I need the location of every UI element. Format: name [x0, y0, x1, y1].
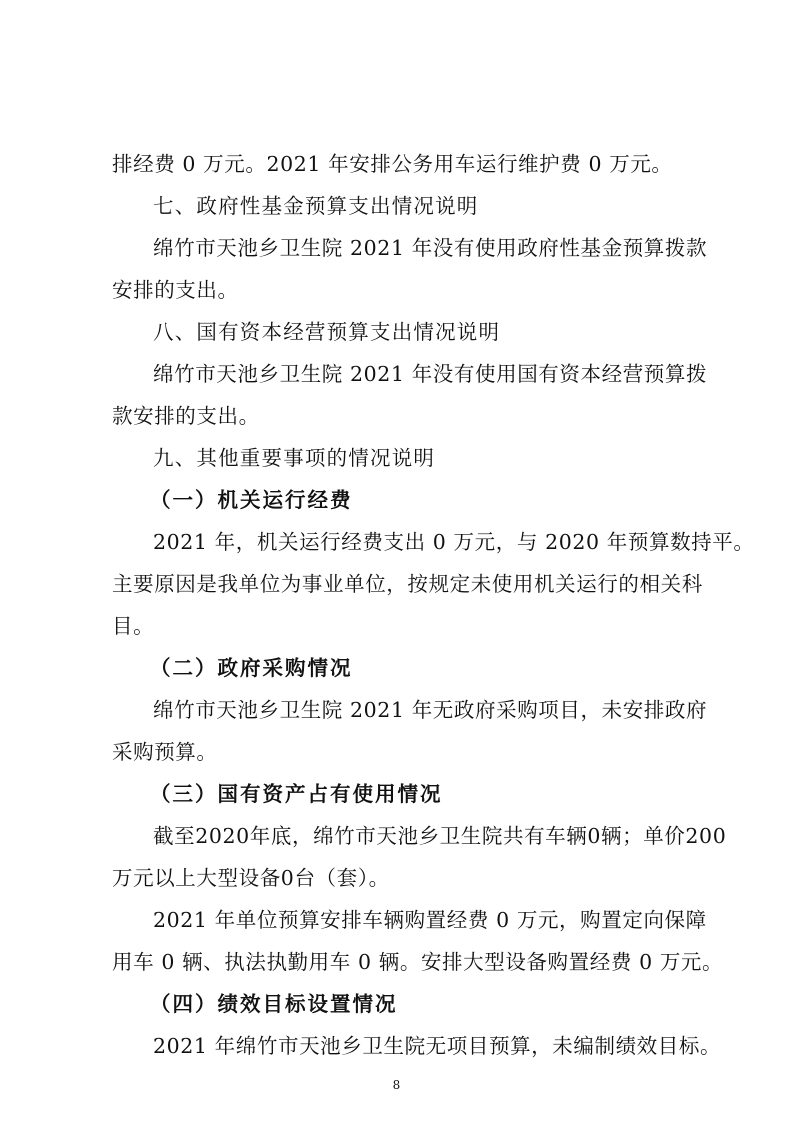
section-heading-9: 九、其他重要事项的情况说明	[153, 446, 436, 470]
paragraph-line: 绵竹市天池乡卫生院 2021 年无政府采购项目，未安排政府	[153, 698, 708, 722]
section-heading-7: 七、政府性基金预算支出情况说明	[153, 194, 479, 218]
subsection-heading-1: （一）机关运行经费	[150, 488, 353, 512]
subsection-heading-2: （二）政府采购情况	[150, 656, 353, 680]
paragraph-line: 款安排的支出。	[112, 404, 260, 428]
paragraph-line: 绵竹市天池乡卫生院 2021 年没有使用政府性基金预算拨款	[153, 236, 708, 260]
paragraph-line: 目。	[112, 614, 155, 638]
page-number: 8	[392, 1078, 401, 1092]
paragraph-line: 2021 年单位预算安排车辆购置经费 0 万元，购置定向保障	[153, 908, 707, 932]
subsection-heading-4: （四）绩效目标设置情况	[150, 992, 398, 1016]
paragraph-line: 截至2020年底，绵竹市天池乡卫生院共有车辆0辆；单价200	[153, 824, 727, 848]
section-heading-8: 八、国有资本经营预算支出情况说明	[153, 320, 501, 344]
paragraph-line: 用车 0 辆、执法执勤用车 0 辆。安排大型设备购置经费 0 万元。	[112, 950, 724, 974]
paragraph-line: 主要原因是我单位为事业单位，按规定未使用机关运行的相关科	[112, 572, 703, 596]
paragraph-line: 2021 年，机关运行经费支出 0 万元，与 2020 年预算数持平。	[153, 530, 755, 554]
paragraph-line: 安排的支出。	[112, 278, 239, 302]
paragraph-line: 万元以上大型设备0台（套）。	[112, 866, 390, 890]
paragraph-line: 采购预算。	[112, 740, 218, 764]
paragraph-line: 绵竹市天池乡卫生院 2021 年没有使用国有资本经营预算拨	[153, 362, 708, 386]
paragraph-line: 2021 年绵竹市天池乡卫生院无项目预算，未编制绩效目标。	[153, 1034, 722, 1058]
subsection-heading-3: （三）国有资产占有使用情况	[150, 782, 443, 806]
paragraph-line: 排经费 0 万元。2021 年安排公务用车运行维护费 0 万元。	[112, 152, 673, 176]
